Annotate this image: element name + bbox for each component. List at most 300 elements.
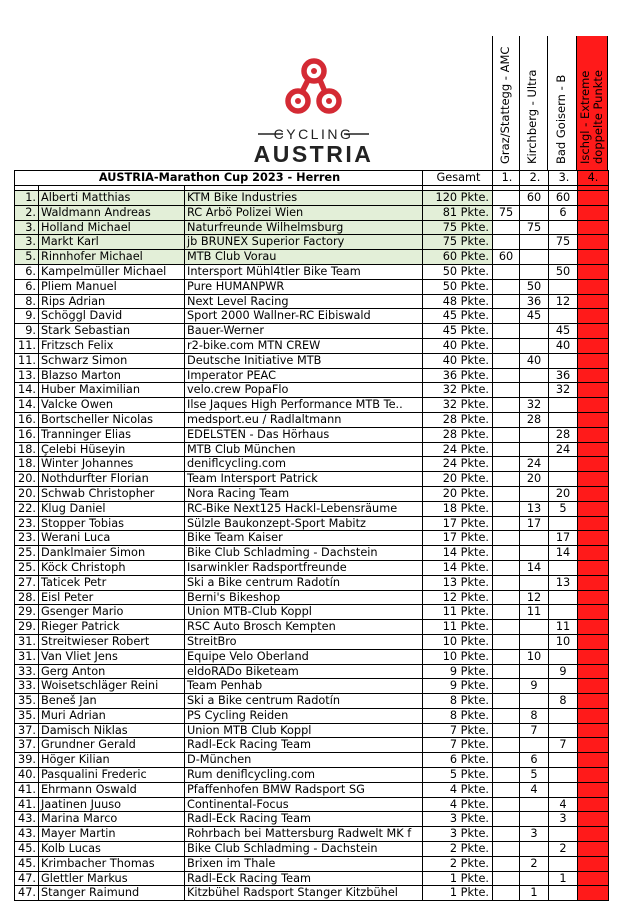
rank-cell: 8. [15, 294, 39, 309]
team-cell: MTB Club München [185, 442, 423, 457]
table-row [15, 457, 609, 472]
rank-cell: 18. [15, 442, 39, 457]
name-cell: Muri Adrian [39, 708, 185, 723]
name-cell: Markt Karl [39, 235, 185, 250]
race-4-cell [578, 560, 609, 575]
rank-cell: 45. [15, 856, 39, 871]
race-number-2: 2. [520, 171, 549, 186]
name-cell: Grundner Gerald [39, 738, 185, 753]
team-cell: Brixen im Thale [185, 856, 423, 871]
race-1-cell [493, 664, 520, 679]
race-1-cell [493, 472, 520, 487]
race-1-cell [493, 442, 520, 457]
name-cell: Tranninger Elias [39, 427, 185, 442]
name-cell: Werani Luca [39, 531, 185, 546]
race-label-4: Ischgl - Extreme doppelte Punkte [578, 70, 605, 164]
race-3-cell [549, 220, 578, 235]
race-3-cell [549, 856, 578, 871]
race-1-cell [493, 516, 520, 531]
name-cell: Marina Marco [39, 812, 185, 827]
name-cell: Van Vliet Jens [39, 649, 185, 664]
race-1-cell [493, 457, 520, 472]
name-cell: Köck Christoph [39, 560, 185, 575]
race-3-cell: 3 [549, 812, 578, 827]
race-4-cell [578, 250, 609, 265]
rank-cell: 11. [15, 353, 39, 368]
table-row [15, 620, 609, 635]
table-row [15, 412, 609, 427]
points-cell: 1 Pkte. [423, 886, 493, 901]
name-cell: Gerg Anton [39, 664, 185, 679]
race-2-cell: 36 [520, 294, 549, 309]
table-row [15, 264, 609, 279]
race-2-cell [520, 368, 549, 383]
rank-cell: 2. [15, 205, 39, 220]
points-cell: 32 Pkte. [423, 383, 493, 398]
race-column-header-3 [548, 36, 577, 170]
race-2-cell: 6 [520, 753, 549, 768]
team-cell: EDELSTEN - Das Hörhaus [185, 427, 423, 442]
team-cell: Pure HUMANPWR [185, 279, 423, 294]
race-number-4: 4. [578, 171, 609, 186]
name-cell: Rieger Patrick [39, 620, 185, 635]
rank-cell: 35. [15, 708, 39, 723]
race-1-cell [493, 560, 520, 575]
race-4-cell [578, 324, 609, 339]
race-2-cell: 40 [520, 353, 549, 368]
race-column-header-4 [577, 36, 608, 170]
race-3-cell [549, 516, 578, 531]
name-cell: Blazso Marton [39, 368, 185, 383]
table-row [15, 309, 609, 324]
race-2-cell: 28 [520, 412, 549, 427]
race-1-cell [493, 797, 520, 812]
table-row [15, 220, 609, 235]
table-row [15, 338, 609, 353]
points-cell: 5 Pkte. [423, 768, 493, 783]
race-column-header-1 [492, 36, 520, 170]
rank-cell: 3. [15, 220, 39, 235]
name-cell: Nothdurfter Florian [39, 472, 185, 487]
name-cell: Winter Johannes [39, 457, 185, 472]
race-3-cell: 4 [549, 797, 578, 812]
race-3-cell [549, 768, 578, 783]
race-2-cell: 12 [520, 590, 549, 605]
table-row [15, 324, 609, 339]
logo-text-top: CYCLING [273, 126, 354, 142]
team-cell: Deutsche Initiative MTB [185, 353, 423, 368]
table-row [15, 250, 609, 265]
race-3-cell: 20 [549, 486, 578, 501]
rank-cell: 43. [15, 812, 39, 827]
race-2-cell: 1 [520, 886, 549, 901]
team-cell: medsport.eu / Radlaltmann [185, 412, 423, 427]
name-cell: Rips Adrian [39, 294, 185, 309]
table-row [15, 753, 609, 768]
race-3-cell [549, 457, 578, 472]
page-header [14, 36, 610, 170]
points-cell: 10 Pkte. [423, 634, 493, 649]
table-row [15, 383, 609, 398]
rank-cell: 16. [15, 412, 39, 427]
rank-cell: 14. [15, 398, 39, 413]
points-cell: 2 Pkte. [423, 856, 493, 871]
race-1-cell [493, 886, 520, 901]
race-3-cell [549, 708, 578, 723]
race-2-cell [520, 324, 549, 339]
table-row [15, 442, 609, 457]
race-1-cell [493, 383, 520, 398]
race-3-cell: 17 [549, 531, 578, 546]
race-4-cell [578, 294, 609, 309]
race-4-cell [578, 486, 609, 501]
points-cell: 28 Pkte. [423, 412, 493, 427]
rank-cell: 41. [15, 782, 39, 797]
race-number-1: 1. [493, 171, 520, 186]
race-2-cell [520, 383, 549, 398]
race-4-cell [578, 501, 609, 516]
table-row [15, 501, 609, 516]
race-1-cell: 75 [493, 205, 520, 220]
rank-cell: 9. [15, 309, 39, 324]
race-4-cell [578, 383, 609, 398]
points-cell: 36 Pkte. [423, 368, 493, 383]
race-3-cell: 10 [549, 634, 578, 649]
rank-cell: 14. [15, 383, 39, 398]
points-cell: 4 Pkte. [423, 797, 493, 812]
name-cell: Valcke Owen [39, 398, 185, 413]
race-4-cell [578, 738, 609, 753]
race-1-cell [493, 324, 520, 339]
points-cell: 40 Pkte. [423, 353, 493, 368]
points-cell: 81 Pkte. [423, 205, 493, 220]
race-1-cell [493, 679, 520, 694]
team-cell: Bike Team Kaiser [185, 531, 423, 546]
race-3-cell [549, 472, 578, 487]
points-cell: 14 Pkte. [423, 560, 493, 575]
points-cell: 20 Pkte. [423, 486, 493, 501]
race-2-cell [520, 531, 549, 546]
name-cell: Beneš Jan [39, 694, 185, 709]
rank-cell: 27. [15, 575, 39, 590]
table-row [15, 738, 609, 753]
race-4-cell [578, 871, 609, 886]
race-4-cell [578, 457, 609, 472]
race-4-cell [578, 235, 609, 250]
team-cell: Nora Racing Team [185, 486, 423, 501]
table-row [15, 649, 609, 664]
race-3-cell: 11 [549, 620, 578, 635]
race-1-cell [493, 708, 520, 723]
team-cell: Bauer-Werner [185, 324, 423, 339]
race-3-cell [549, 309, 578, 324]
points-cell: 1 Pkte. [423, 871, 493, 886]
rank-cell: 41. [15, 797, 39, 812]
race-3-cell: 28 [549, 427, 578, 442]
team-cell: velo.crew PopaFlo [185, 383, 423, 398]
rank-cell: 40. [15, 768, 39, 783]
race-2-cell: 13 [520, 501, 549, 516]
team-cell: Rohrbach bei Mattersburg Radwelt MK f [185, 827, 423, 842]
rank-cell: 11. [15, 338, 39, 353]
race-2-cell [520, 264, 549, 279]
points-cell: 28 Pkte. [423, 427, 493, 442]
race-2-cell: 7 [520, 723, 549, 738]
race-4-cell [578, 797, 609, 812]
name-cell: Alberti Matthias [39, 191, 185, 206]
race-1-cell [493, 768, 520, 783]
name-cell: Bortscheller Nicolas [39, 412, 185, 427]
race-label-2: Kirchberg - Ultra [525, 69, 539, 164]
table-row [15, 723, 609, 738]
table-row [15, 708, 609, 723]
points-cell: 24 Pkte. [423, 442, 493, 457]
team-cell: MTB Club Vorau [185, 250, 423, 265]
race-1-cell [493, 412, 520, 427]
race-3-cell: 13 [549, 575, 578, 590]
race-1-cell [493, 191, 520, 206]
rank-cell: 18. [15, 457, 39, 472]
table-row [15, 353, 609, 368]
race-2-cell [520, 634, 549, 649]
points-cell: 45 Pkte. [423, 324, 493, 339]
race-2-cell: 50 [520, 279, 549, 294]
rank-cell: 37. [15, 738, 39, 753]
team-cell: Team Intersport Patrick [185, 472, 423, 487]
race-3-cell [549, 353, 578, 368]
race-2-cell [520, 842, 549, 857]
race-2-cell: 11 [520, 605, 549, 620]
race-4-cell [578, 694, 609, 709]
name-cell: Kolb Lucas [39, 842, 185, 857]
race-4-cell [578, 472, 609, 487]
race-2-cell [520, 620, 549, 635]
gesamt-header: Gesamt [423, 171, 493, 186]
chain-link-icon [238, 54, 388, 164]
race-4-cell [578, 412, 609, 427]
race-2-cell [520, 738, 549, 753]
race-2-cell [520, 250, 549, 265]
race-1-cell [493, 605, 520, 620]
race-2-cell [520, 442, 549, 457]
race-2-cell: 8 [520, 708, 549, 723]
rank-cell: 23. [15, 531, 39, 546]
race-1-cell [493, 723, 520, 738]
race-1-cell [493, 427, 520, 442]
race-4-cell [578, 516, 609, 531]
rank-cell: 29. [15, 605, 39, 620]
race-2-cell [520, 871, 549, 886]
race-column-header-2 [519, 36, 548, 170]
race-3-cell [549, 886, 578, 901]
rank-cell: 25. [15, 546, 39, 561]
team-cell: Union MTB Club Koppl [185, 723, 423, 738]
race-2-cell: 10 [520, 649, 549, 664]
name-cell: Fritzsch Felix [39, 338, 185, 353]
table-row [15, 427, 609, 442]
table-row [15, 575, 609, 590]
name-cell: Rinnhofer Michael [39, 250, 185, 265]
race-4-cell [578, 605, 609, 620]
race-3-cell [549, 279, 578, 294]
race-4-cell [578, 368, 609, 383]
table-row [15, 871, 609, 886]
race-4-cell [578, 856, 609, 871]
race-2-cell: 60 [520, 191, 549, 206]
table-row [15, 886, 609, 901]
race-3-cell: 2 [549, 842, 578, 857]
rank-cell: 47. [15, 871, 39, 886]
race-1-cell [493, 546, 520, 561]
name-cell: Pasqualini Frederic [39, 768, 185, 783]
team-cell: RSC Auto Brosch Kempten [185, 620, 423, 635]
points-cell: 50 Pkte. [423, 279, 493, 294]
name-cell: Ehrmann Oswald [39, 782, 185, 797]
rank-cell: 1. [15, 191, 39, 206]
team-cell: RC Arbö Polizei Wien [185, 205, 423, 220]
race-1-cell [493, 309, 520, 324]
race-2-cell [520, 427, 549, 442]
points-cell: 18 Pkte. [423, 501, 493, 516]
race-3-cell: 75 [549, 235, 578, 250]
race-3-cell: 24 [549, 442, 578, 457]
team-cell: Ski a Bike centrum Radotín [185, 575, 423, 590]
name-cell: Höger Kilian [39, 753, 185, 768]
name-cell: Çelebi Hüseyin [39, 442, 185, 457]
team-cell: KTM Bike Industries [185, 191, 423, 206]
table-row [15, 797, 609, 812]
race-2-cell: 2 [520, 856, 549, 871]
rank-cell: 6. [15, 264, 39, 279]
table-row [15, 856, 609, 871]
team-cell: r2-bike.com MTN CREW [185, 338, 423, 353]
table-row [15, 191, 609, 206]
results-table [14, 170, 609, 901]
race-4-cell [578, 546, 609, 561]
team-cell: Radl-Eck Racing Team [185, 871, 423, 886]
race-3-cell: 8 [549, 694, 578, 709]
table-row [15, 531, 609, 546]
race-3-cell: 40 [549, 338, 578, 353]
team-cell: Bike Club Schladming - Dachstein [185, 842, 423, 857]
team-cell: Equipe Velo Oberland [185, 649, 423, 664]
race-2-cell [520, 575, 549, 590]
rank-cell: 20. [15, 486, 39, 501]
points-cell: 7 Pkte. [423, 723, 493, 738]
table-row [15, 664, 609, 679]
team-cell: Imperator PEAC [185, 368, 423, 383]
points-cell: 45 Pkte. [423, 309, 493, 324]
team-cell: Sport 2000 Wallner-RC Eibiswald [185, 309, 423, 324]
race-4-cell [578, 353, 609, 368]
team-cell: Isarwinkler Radsportfreunde [185, 560, 423, 575]
name-cell: Waldmann Andreas [39, 205, 185, 220]
race-4-cell [578, 398, 609, 413]
name-cell: Huber Maximilian [39, 383, 185, 398]
race-1-cell [493, 871, 520, 886]
name-cell: Kampelmüller Michael [39, 264, 185, 279]
race-1-cell [493, 590, 520, 605]
race-label-1: Graz/Stattegg - AMC [498, 46, 512, 164]
points-cell: 20 Pkte. [423, 472, 493, 487]
name-cell: Schwab Christopher [39, 486, 185, 501]
race-1-cell [493, 264, 520, 279]
team-cell: Union MTB-Club Koppl [185, 605, 423, 620]
race-2-cell: 45 [520, 309, 549, 324]
points-cell: 9 Pkte. [423, 664, 493, 679]
name-cell: Glettler Markus [39, 871, 185, 886]
race-1-cell [493, 368, 520, 383]
race-4-cell [578, 279, 609, 294]
name-cell: Gsenger Mario [39, 605, 185, 620]
race-4-cell [578, 191, 609, 206]
race-1-cell [493, 842, 520, 857]
race-4-cell [578, 708, 609, 723]
table-row [15, 590, 609, 605]
race-2-cell: 5 [520, 768, 549, 783]
rank-cell: 37. [15, 723, 39, 738]
points-cell: 9 Pkte. [423, 679, 493, 694]
team-cell: PS Cycling Reiden [185, 708, 423, 723]
rank-cell: 6. [15, 279, 39, 294]
team-cell: Naturfreunde Wilhelmsburg [185, 220, 423, 235]
race-4-cell [578, 812, 609, 827]
race-2-cell: 20 [520, 472, 549, 487]
table-row [15, 768, 609, 783]
race-1-cell [493, 575, 520, 590]
race-1-cell [493, 812, 520, 827]
race-4-cell [578, 590, 609, 605]
race-4-cell [578, 842, 609, 857]
race-2-cell: 4 [520, 782, 549, 797]
table-row [15, 294, 609, 309]
race-3-cell [549, 412, 578, 427]
race-4-cell [578, 679, 609, 694]
points-cell: 3 Pkte. [423, 827, 493, 842]
race-1-cell [493, 782, 520, 797]
race-1-cell [493, 501, 520, 516]
name-cell: Jaatinen Juuso [39, 797, 185, 812]
points-cell: 7 Pkte. [423, 738, 493, 753]
rank-cell: 35. [15, 694, 39, 709]
rank-cell: 20. [15, 472, 39, 487]
points-cell: 75 Pkte. [423, 235, 493, 250]
table-title-row [15, 171, 609, 186]
rank-cell: 45. [15, 842, 39, 857]
race-label-3: Bad Goisern - B [554, 74, 568, 164]
rank-cell: 13. [15, 368, 39, 383]
race-3-cell: 14 [549, 546, 578, 561]
points-cell: 48 Pkte. [423, 294, 493, 309]
name-cell: Taticek Petr [39, 575, 185, 590]
race-3-cell [549, 753, 578, 768]
race-4-cell [578, 338, 609, 353]
race-1-cell [493, 620, 520, 635]
table-row [15, 827, 609, 842]
race-2-cell: 3 [520, 827, 549, 842]
race-4-cell [578, 442, 609, 457]
points-cell: 75 Pkte. [423, 220, 493, 235]
name-cell: Krimbacher Thomas [39, 856, 185, 871]
points-cell: 14 Pkte. [423, 546, 493, 561]
race-3-cell [549, 590, 578, 605]
team-cell: jb BRUNEX Superior Factory [185, 235, 423, 250]
table-row [15, 486, 609, 501]
rank-cell: 47. [15, 886, 39, 901]
race-3-cell: 45 [549, 324, 578, 339]
race-1-cell [493, 827, 520, 842]
race-3-cell: 9 [549, 664, 578, 679]
